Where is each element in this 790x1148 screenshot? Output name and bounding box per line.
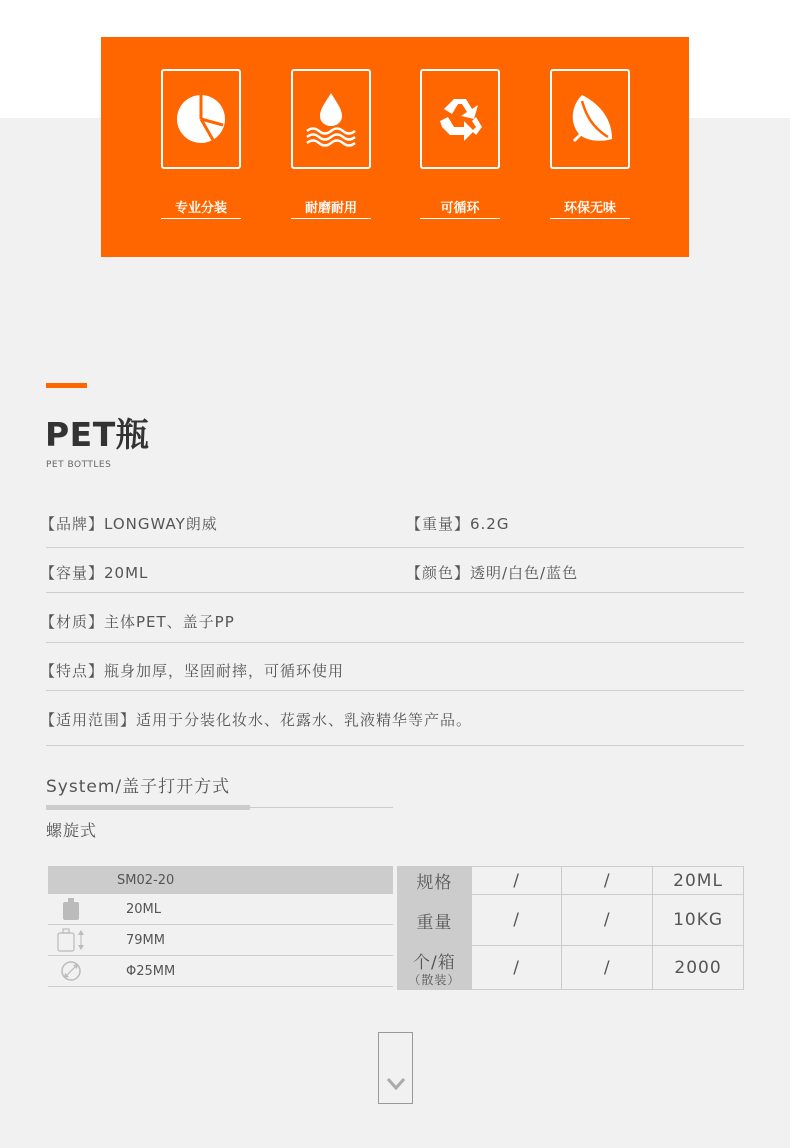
packing-cell: 10KG — [653, 895, 744, 946]
packing-cell: / — [471, 867, 562, 895]
scroll-down-indicator[interactable] — [378, 1032, 413, 1104]
packing-cell: 20ML — [653, 867, 744, 895]
feature-professional — [161, 69, 241, 219]
packing-row-count — [398, 946, 744, 990]
feature-label: 可循环 — [420, 197, 500, 219]
model-row-diameter — [48, 956, 393, 987]
pie-chart-icon — [173, 91, 229, 147]
bottle-icon — [48, 897, 94, 921]
spec-row-brand-weight — [40, 513, 744, 548]
water-drop-icon — [303, 91, 359, 147]
model-header — [48, 866, 393, 894]
packing-cell: / — [562, 895, 653, 946]
spec-row-material — [40, 611, 744, 643]
packing-cell: / — [562, 946, 653, 990]
packing-header-spec: 规格 — [398, 867, 472, 895]
feature-eco — [550, 69, 630, 219]
model-table — [48, 866, 393, 987]
leaf-icon — [562, 91, 618, 147]
packing-header-count — [398, 946, 472, 990]
packing-header-count-main: 个/箱 — [413, 953, 456, 973]
feature-icon-box — [550, 69, 630, 169]
model-capacity: 20ML — [126, 901, 162, 917]
spec-row-usage — [40, 709, 744, 746]
system-underline-bar — [46, 805, 250, 810]
packing-cell: / — [471, 946, 562, 990]
spec-capacity: 【容量】20ML — [40, 564, 149, 582]
spec-weight: 【重量】6.2G — [406, 515, 510, 533]
system-title: System/盖子打开方式 — [46, 777, 231, 797]
feature-icon-box — [291, 69, 371, 169]
chevron-down-icon — [386, 1077, 406, 1091]
spec-feature: 【特点】瓶身加厚，坚固耐摔，可循环使用 — [40, 662, 345, 680]
packing-header-count-sub: （散装） — [408, 973, 461, 987]
feature-icon-box — [161, 69, 241, 169]
spec-material: 【材质】主体PET、盖子PP — [40, 613, 235, 631]
spec-usage: 【适用范围】适用于分装化妆水、花露水、乳液精华等产品。 — [40, 711, 473, 729]
recycle-icon — [432, 91, 488, 147]
feature-label: 环保无味 — [550, 197, 630, 219]
packing-cell: / — [471, 895, 562, 946]
spec-row-capacity-color — [40, 562, 744, 593]
feature-recyclable — [420, 69, 500, 219]
model-number: SM02-20 — [117, 872, 175, 888]
spec-row-feature — [40, 660, 744, 691]
packing-cell: / — [562, 867, 653, 895]
features-banner — [101, 37, 689, 257]
model-height: 79MM — [126, 932, 165, 948]
system-value: 螺旋式 — [46, 821, 98, 840]
spec-brand: 【品牌】LONGWAY朗威 — [40, 515, 218, 533]
product-title: PET瓶 — [45, 415, 150, 454]
product-subtitle: PET BOTTLES — [46, 460, 112, 470]
packing-row-weight — [398, 895, 744, 946]
model-diameter: Φ25MM — [126, 963, 176, 979]
diameter-icon — [48, 960, 94, 982]
feature-icon-box — [420, 69, 500, 169]
packing-table — [397, 866, 744, 990]
packing-header-weight: 重量 — [398, 895, 472, 946]
feature-durable — [291, 69, 371, 219]
model-row-height — [48, 925, 393, 956]
feature-label: 耐磨耐用 — [291, 197, 371, 219]
packing-cell: 2000 — [653, 946, 744, 990]
spec-color: 【颜色】透明/白色/蓝色 — [406, 564, 579, 582]
packing-row-spec — [398, 867, 744, 895]
height-icon — [48, 928, 94, 952]
title-accent-bar — [46, 383, 87, 388]
feature-label: 专业分装 — [161, 197, 241, 219]
model-row-capacity — [48, 894, 393, 925]
